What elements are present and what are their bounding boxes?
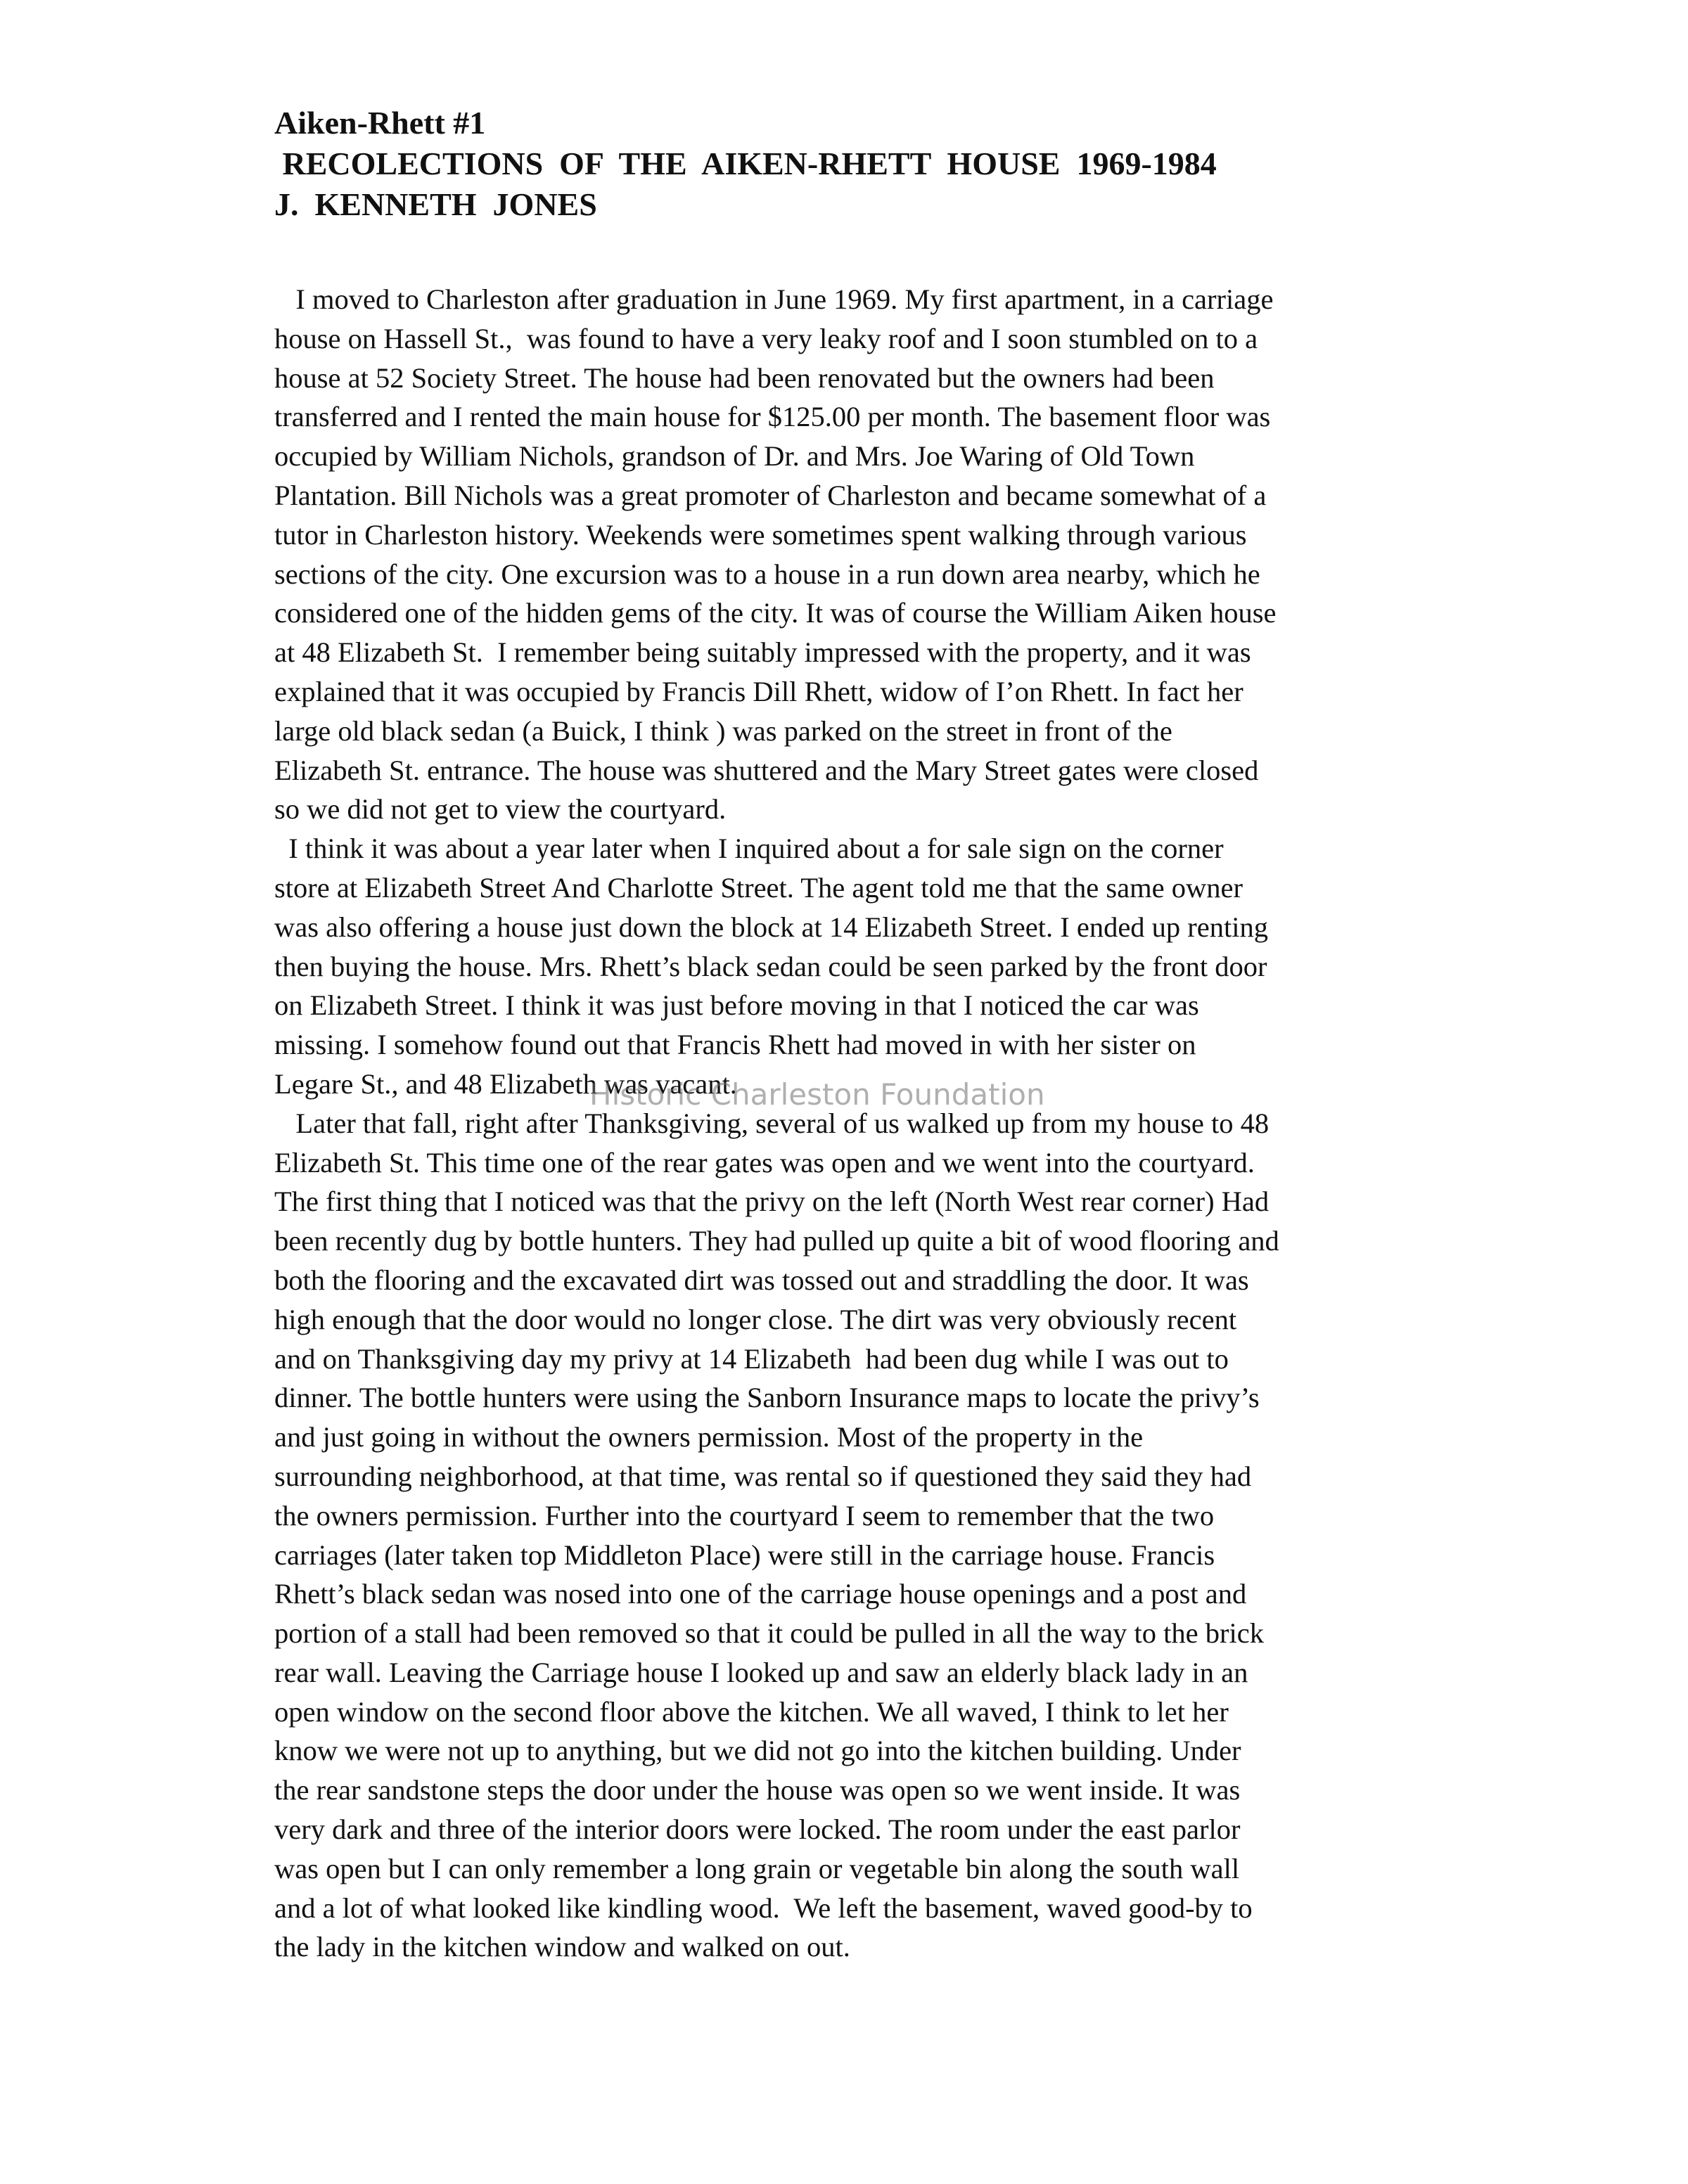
body-line: The first thing that I noticed was that the privy on the left (North West rear corner) Had	[274, 1186, 1270, 1218]
document-page	[274, 103, 1470, 1967]
body-line: transferred and I rented the main house for $125.00 per month. The basement floor was	[274, 401, 1271, 433]
body-line: the owners permission. Further into the courtyard I seem to remember that the two	[274, 1499, 1215, 1531]
body-line: so we did not get to view the courtyard.	[274, 793, 727, 826]
document-label: Aiken-Rhett #1	[274, 105, 486, 141]
body-line: very dark and three of the interior doors were locked. The room under the east parlor	[274, 1813, 1241, 1846]
body-line: missing. I somehow found out that Francis Rhett had moved in with her sister on	[274, 1029, 1196, 1061]
document-author: J. KENNETH JONES	[274, 186, 597, 222]
body-line: was open but I can only remember a long grain or vegetable bin along the south wall	[274, 1852, 1240, 1884]
body-line: house on Hassell St., was found to have a very leaky roof and I soon stumbled on to a	[274, 322, 1258, 354]
body-line: was also offering a house just down the block at 14 Elizabeth Street. I ended up renting	[274, 911, 1269, 943]
body-line: open window on the second floor above the kitchen. We all waved, I think to let her	[274, 1695, 1229, 1728]
document-body	[274, 280, 1470, 1967]
body-line: carriages (later taken top Middleton Place) were still in the carriage house. Francis	[274, 1539, 1215, 1571]
body-line: portion of a stall had been removed so that it could be pulled in all the way to the brick	[274, 1617, 1264, 1650]
body-line: the lady in the kitchen window and walked on out.	[274, 1931, 850, 1963]
body-line: explained that it was occupied by Francis Dill Rhett, widow of I’on Rhett. In fact her	[274, 675, 1243, 707]
body-line: dinner. The bottle hunters were using the Sanborn Insurance maps to locate the privy’s	[274, 1382, 1260, 1414]
body-line: house at 52 Society Street. The house had been renovated but the owners had been	[274, 361, 1215, 394]
body-line: Legare St., and 48 Elizabeth was vacant.	[274, 1067, 737, 1100]
body-line: on Elizabeth Street. I think it was just before moving in that I noticed the car was	[274, 989, 1199, 1022]
watermark-text: Historic Charleston Foundation	[589, 1077, 1045, 1112]
body-line: tutor in Charleston history. Weekends were sometimes spent walking through various	[274, 518, 1247, 551]
body-line: store at Elizabeth Street And Charlotte Street. The agent told me that the same owner	[274, 871, 1243, 904]
body-line: then buying the house. Mrs. Rhett’s black sedan could be seen parked by the front door	[274, 950, 1267, 982]
body-line: Elizabeth St. This time one of the rear gates was open and we went into the courtyard.	[274, 1146, 1255, 1178]
body-line: large old black sedan (a Buick, I think ) was parked on the street in front of the	[274, 714, 1172, 747]
body-line: Plantation. Bill Nichols was a great promoter of Charleston and became somewhat of a	[274, 479, 1267, 511]
body-line: surrounding neighborhood, at that time, was rental so if questioned they said they had	[274, 1460, 1252, 1492]
body-line: I think it was about a year later when I inquired about a for sale sign on the corner	[274, 833, 1224, 865]
body-line: rear wall. Leaving the Carriage house I looked up and saw an elderly black lady in an	[274, 1656, 1248, 1688]
body-line: and just going in without the owners permission. Most of the property in the	[274, 1421, 1144, 1453]
body-line: occupied by William Nichols, grandson of Dr. and Mrs. Joe Waring of Old Town	[274, 440, 1195, 473]
body-line: Rhett’s black sedan was nosed into one of the carriage house openings and a post and	[274, 1578, 1247, 1610]
body-line: at 48 Elizabeth St. I remember being suitably impressed with the property, and it was	[274, 636, 1251, 669]
body-line: and on Thanksgiving day my privy at 14 Elizabeth had been dug while I was out to	[274, 1342, 1229, 1375]
body-line: know we were not up to anything, but we did not go into the kitchen building. Under	[274, 1735, 1241, 1767]
body-line: Elizabeth St. entrance. The house was shuttered and the Mary Street gates were closed	[274, 754, 1259, 786]
body-line: sections of the city. One excursion was to a house in a run down area nearby, which he	[274, 558, 1260, 590]
body-line: I moved to Charleston after graduation in June 1969. My first apartment, in a carriage	[274, 283, 1274, 315]
body-line: been recently dug by bottle hunters. They had pulled up quite a bit of wood flooring and	[274, 1225, 1279, 1257]
document-header	[274, 103, 1470, 225]
body-line: considered one of the hidden gems of the city. It was of course the William Aiken house	[274, 597, 1277, 629]
body-line: the rear sandstone steps the door under the house was open so we went inside. It was	[274, 1774, 1241, 1806]
body-line: Later that fall, right after Thanksgiving, several of us walked up from my house to 48	[274, 1107, 1270, 1139]
body-line: high enough that the door would no longer close. The dirt was very obviously recent	[274, 1303, 1237, 1335]
body-line: both the flooring and the excavated dirt was tossed out and straddling the door. It was	[274, 1264, 1249, 1296]
document-title: RECOLECTIONS OF THE AIKEN-RHETT HOUSE 1969-1984	[274, 146, 1217, 181]
body-line: and a lot of what looked like kindling wood. We left the basement, waved good-by to	[274, 1891, 1253, 1924]
